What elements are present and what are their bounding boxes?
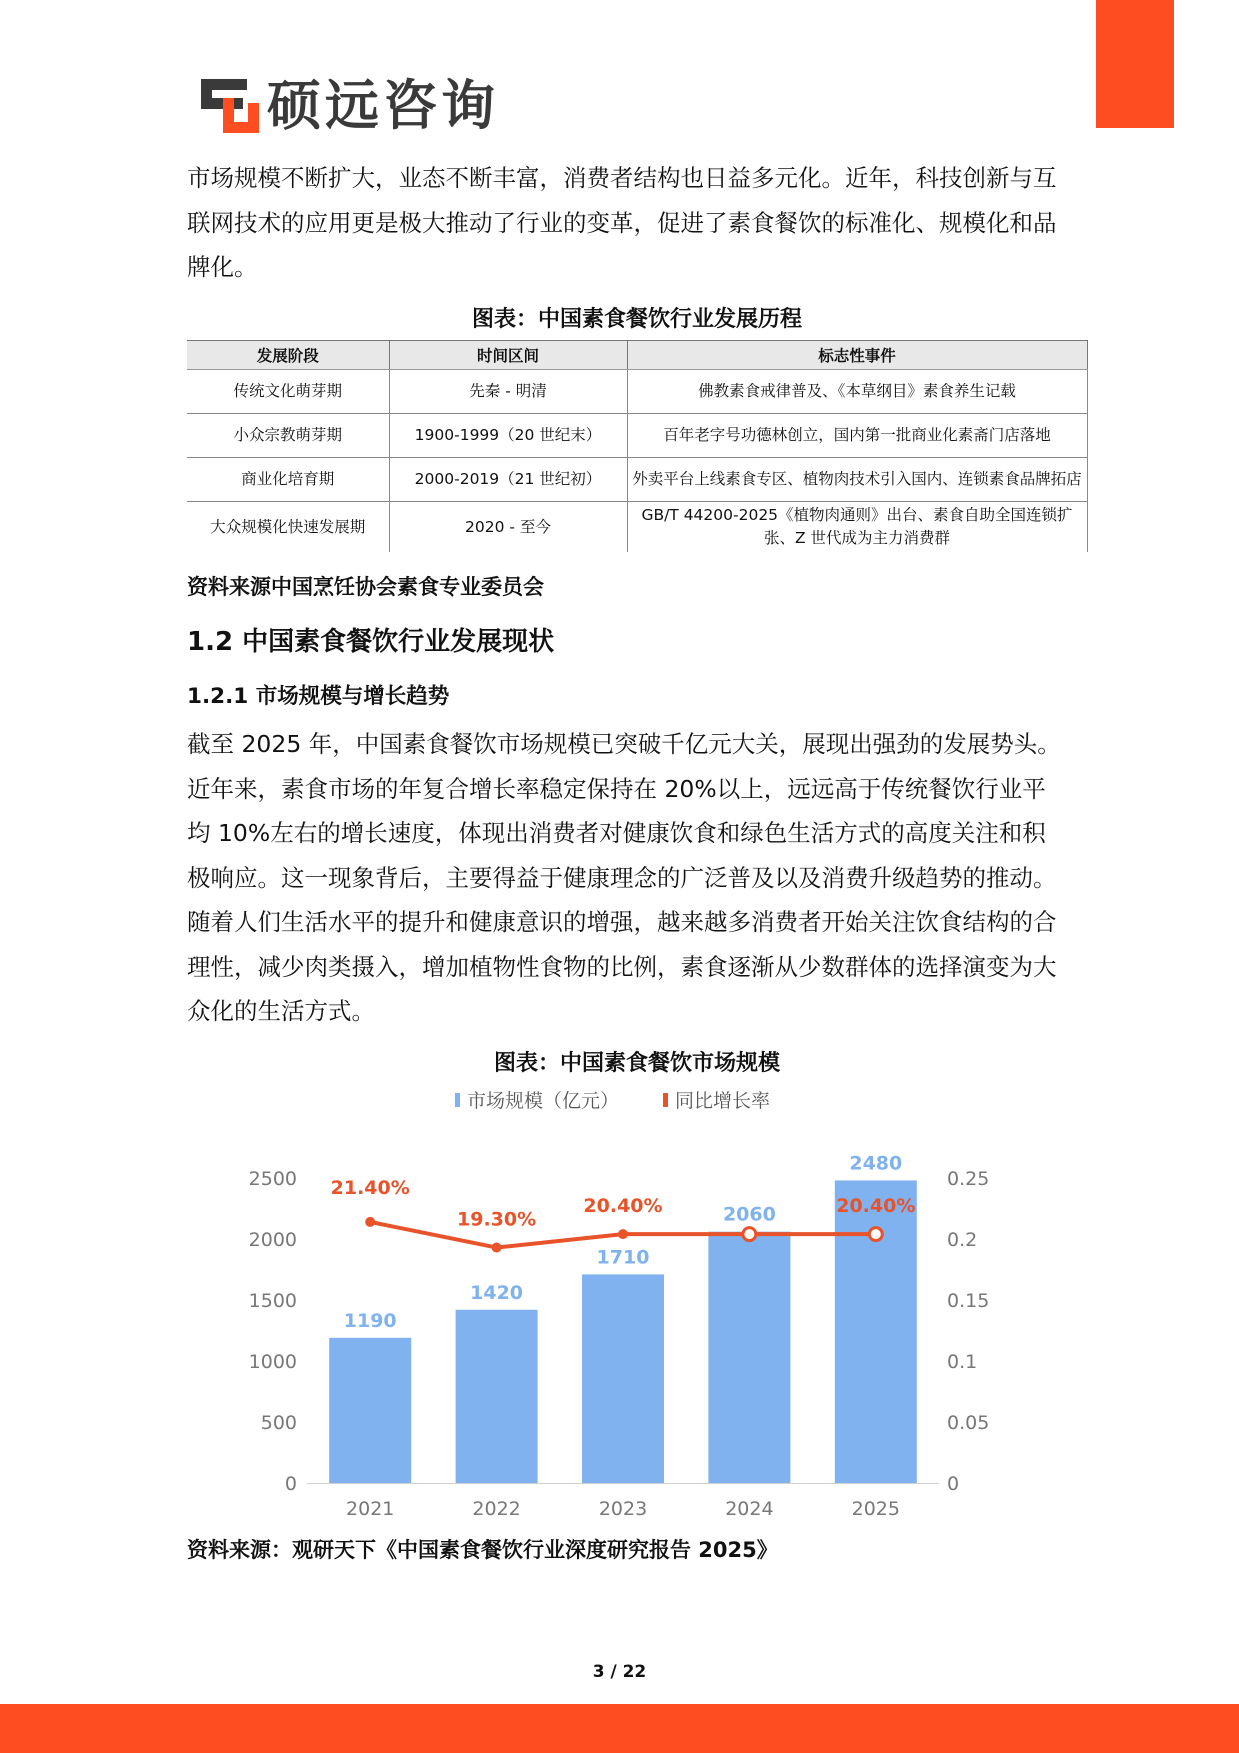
x-tick-label: 2025 [851, 1498, 900, 1520]
y-right-tick-label: 0.2 [947, 1229, 978, 1251]
chart-legend [455, 1086, 814, 1113]
bar-market-size [329, 1338, 411, 1483]
growth-rate-point [365, 1217, 375, 1227]
table-header-row [187, 341, 1087, 370]
growth-rate-label: 19.30% [457, 1208, 537, 1231]
market-size-chart [187, 1120, 1017, 1520]
y-right-tick-label: 0.25 [947, 1168, 990, 1190]
x-tick-label: 2021 [346, 1498, 395, 1520]
growth-rate-label: 21.40% [330, 1176, 410, 1199]
stage-cell: 商业化培育期 [187, 458, 389, 502]
growth-rate-label: 20.40% [583, 1195, 663, 1218]
bar-value-label: 2060 [722, 1203, 776, 1226]
bar-market-size [708, 1232, 790, 1483]
x-tick-label: 2022 [472, 1498, 521, 1520]
bar-value-label: 2480 [849, 1152, 903, 1175]
y-left-tick-label: 500 [260, 1412, 297, 1434]
page-number: 3 / 22 [592, 1662, 647, 1682]
growth-rate-point [492, 1243, 502, 1253]
chart-source-note: 资料来源：观研天下《中国素食餐饮行业深度研究报告 2025》 [187, 1538, 778, 1562]
legend-item-market-size [455, 1086, 619, 1113]
y-left-tick-label: 1500 [248, 1290, 297, 1312]
subsection-heading: 1.2.1 市场规模与增长趋势 [187, 684, 450, 709]
brand-logo [201, 76, 499, 136]
period-cell: 1900-1999（20 世纪末） [389, 414, 627, 458]
y-left-tick-label: 1000 [248, 1351, 297, 1373]
table-row [187, 502, 1087, 553]
x-tick-label: 2023 [598, 1498, 648, 1520]
legend-swatch-line [663, 1093, 668, 1107]
bar-value-label: 1710 [596, 1246, 650, 1269]
stage-cell: 小众宗教萌芽期 [187, 414, 389, 458]
event-cell: 佛教素食戒律普及、《本草纲目》素食养生记载 [627, 370, 1087, 414]
x-tick-label: 2024 [725, 1498, 774, 1520]
growth-rate-point [618, 1229, 628, 1239]
period-cell: 2020 - 至今 [389, 502, 627, 553]
column-header: 标志性事件 [627, 341, 1087, 370]
bar-value-label: 1190 [343, 1309, 397, 1332]
y-left-tick-label: 2500 [248, 1168, 297, 1190]
bar-value-label: 1420 [470, 1281, 524, 1304]
legend-item-growth-rate [663, 1086, 770, 1113]
bar-market-size [582, 1274, 664, 1483]
legend-swatch-bar [455, 1093, 460, 1107]
legend-label: 同比增长率 [675, 1090, 771, 1112]
y-left-tick-label: 0 [284, 1473, 297, 1495]
y-right-tick-label: 0.1 [947, 1351, 978, 1373]
y-right-tick-label: 0.15 [947, 1290, 990, 1312]
event-cell: 百年老字号功德林创立，国内第一批商业化素斋门店落地 [627, 414, 1087, 458]
event-cell: 外卖平台上线素食专区、植物肉技术引入国内、连锁素食品牌拓店 [627, 458, 1087, 502]
y-right-tick-label: 0 [947, 1473, 960, 1495]
market-size-paragraph: 截至 2025 年，中国素食餐饮市场规模已突破千亿元大关，展现出强劲的发展势头。近年来，素食市场的年复合增长率稳定保持在 20%以上，远远高于传统餐饮行业平均 10%左右的增长速度，体现出消费者对健康饮食和绿色生活方式的高度关注和积极响应。这一现象背后，主要得益于健康理念的广泛普及以及消费升级趋势的推动。随着人们生活水平的提升和健康意识的增强，越来越多消费者开始关注饮食结构的合理性，减少肉类摄入，增加植物性食物的比例，素食逐渐从少数群体的选择演变为大众化的生活方式。 [187, 730, 1061, 1025]
growth-rate-label: 20.40% [836, 1195, 916, 1218]
column-header: 发展阶段 [187, 341, 389, 370]
period-cell: 先秦 - 明清 [389, 370, 627, 414]
table-caption: 图表：中国素食餐饮行业发展历程 [471, 307, 802, 332]
growth-rate-point [869, 1228, 882, 1241]
section-heading: 1.2 中国素食餐饮行业发展现状 [187, 627, 555, 657]
brand-name: 硕远咨询 [267, 74, 499, 137]
column-header: 时间区间 [389, 341, 627, 370]
stage-cell: 传统文化萌芽期 [187, 370, 389, 414]
bar-market-size [835, 1180, 917, 1483]
table-row [187, 458, 1087, 502]
y-left-tick-label: 2000 [248, 1229, 297, 1251]
chart-caption: 图表：中国素食餐饮市场规模 [493, 1051, 780, 1076]
table-row [187, 414, 1087, 458]
table-source-note: 资料来源中国烹饪协会素食专业委员会 [187, 575, 544, 599]
development-timeline-table [187, 340, 1088, 552]
logo-mark-icon [201, 79, 259, 133]
bar-market-size [456, 1310, 538, 1483]
table-row [187, 370, 1087, 414]
footer-accent-bar [0, 1704, 1239, 1753]
header-accent-block [1096, 0, 1174, 128]
event-cell: GB/T 44200-2025《植物肉通则》出台、素食自助全国连锁扩张、Z 世代成为主力消费群 [627, 502, 1087, 553]
legend-label: 市场规模（亿元） [467, 1090, 620, 1112]
period-cell: 2000-2019（21 世纪初） [389, 458, 627, 502]
stage-cell: 大众规模化快速发展期 [187, 502, 389, 553]
y-right-tick-label: 0.05 [947, 1412, 990, 1434]
growth-rate-point [743, 1228, 756, 1241]
intro-paragraph: 市场规模不断扩大，业态不断丰富，消费者结构也日益多元化。近年，科技创新与互联网技术的应用更是极大推动了行业的变革，促进了素食餐饮的标准化、规模化和品牌化。 [187, 164, 1057, 281]
